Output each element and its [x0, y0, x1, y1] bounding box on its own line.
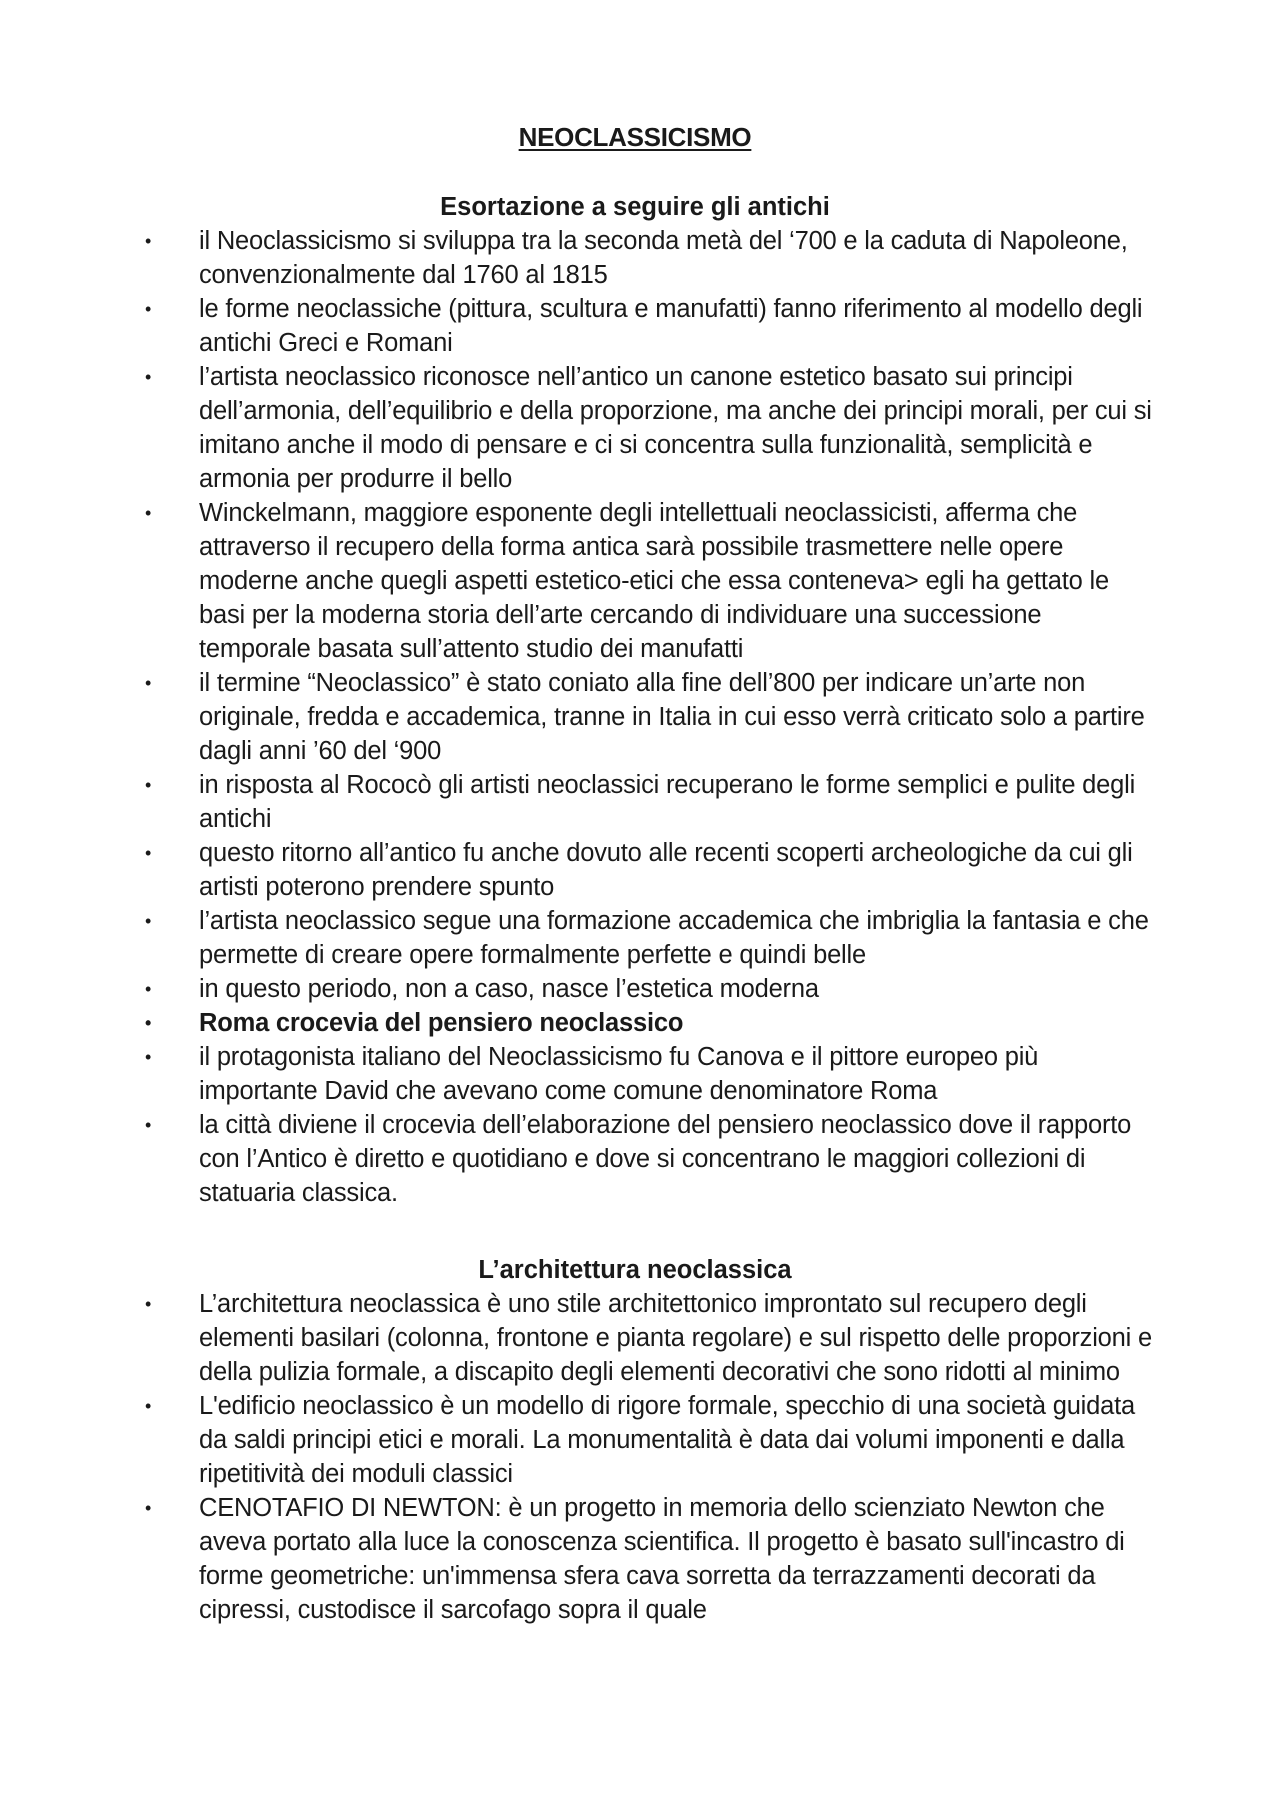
list-item: [0, 224, 1159, 292]
bullet-icon: •: [145, 1396, 152, 1416]
list-item: [0, 1108, 1159, 1210]
bullet-icon: •: [145, 1294, 152, 1314]
list-item-text: l’artista neoclassico riconosce nell’antico un canone estetico basato sui principi dell’armonia, dell’equilibrio e della proporzione, ma anche dei principi morali, per cui si imitano anche il modo di pensare e ci si concentra sulla funzionalità, semplicità e armonia per produrre il bello: [199, 363, 1152, 493]
list-item-text: il termine “Neoclassico” è stato coniato alla fine dell’800 per indicare un’arte non originale, fredda e accademica, tranne in Italia in cui esso verrà criticato solo a partire dagli anni ’60 del ‘900: [199, 669, 1145, 765]
bullet-icon: •: [145, 503, 152, 523]
list-item-subheading: [0, 1006, 1159, 1040]
list-item-text: CENOTAFIO DI NEWTON: è un progetto in memoria dello scienziato Newton che aveva portato alla luce la conoscenza scientifica. Il progetto è basato sull'incastro di forme geometriche: un'immensa sfera cava sorretta da terrazzamenti decorati da cipressi, custodisce il sarcofago sopra il quale: [199, 1494, 1125, 1624]
list-item-text: L’architettura neoclassica è uno stile architettonico improntato sul recupero degli elementi basilari (colonna, frontone e pianta regolare) e sul rispetto delle proporzioni e della pulizia formale, a discapito degli elementi decorativi che sono ridotti al minimo: [199, 1290, 1152, 1386]
list-item-text: L'edificio neoclassico è un modello di rigore formale, specchio di una società guidata da saldi principi etici e morali. La monumentalità è data dai volumi imponenti e dalla ripetitività dei moduli classici: [199, 1392, 1135, 1488]
bullet-icon: •: [145, 367, 152, 387]
bullet-list: [0, 1287, 1280, 1627]
bullet-icon: •: [145, 231, 152, 251]
list-item: [0, 768, 1159, 836]
document-title: NEOCLASSICISMO: [518, 122, 752, 152]
bullet-icon: •: [145, 1115, 152, 1135]
list-item: [0, 972, 1159, 1006]
bullet-icon: •: [145, 673, 152, 693]
list-item: [0, 1491, 1159, 1627]
section-esortazione: [0, 190, 1280, 1210]
list-item-text: Winckelmann, maggiore esponente degli intellettuali neoclassicisti, afferma che attraverso il recupero della forma antica sarà possibile trasmettere nelle opere moderne anche quegli aspetti estetico-etici che essa conteneva> egli ha gettato le basi per la moderna storia dell’arte cercando di individuare una successione temporale basata sull’attento studio dei manufatti: [199, 499, 1109, 663]
list-item-text: la città diviene il crocevia dell’elaborazione del pensiero neoclassico dove il rapporto con l’Antico è diretto e quotidiano e dove si concentrano le maggiori collezioni di statuaria classica.: [199, 1111, 1132, 1207]
bullet-icon: •: [145, 1498, 152, 1518]
list-item: [0, 1389, 1159, 1491]
bullet-icon: •: [145, 979, 152, 999]
list-item-text: l’artista neoclassico segue una formazione accademica che imbriglia la fantasia e che permette di creare opere formalmente perfette e quindi belle: [199, 907, 1149, 969]
list-item: [0, 1287, 1159, 1389]
list-item: [0, 360, 1159, 496]
section-heading: Esortazione a seguire gli antichi: [440, 193, 830, 221]
bullet-icon: •: [145, 1047, 152, 1067]
bullet-icon: •: [145, 775, 152, 795]
list-item-text: in questo periodo, non a caso, nasce l’estetica moderna: [199, 975, 819, 1003]
list-item-text: Roma crocevia del pensiero neoclassico: [199, 1009, 684, 1037]
list-item: [0, 904, 1159, 972]
bullet-list: [0, 224, 1280, 1210]
list-item-text: il protagonista italiano del Neoclassicismo fu Canova e il pittore europeo più importante David che avevano come comune denominatore Roma: [199, 1043, 1039, 1105]
list-item: [0, 496, 1159, 666]
list-item: [0, 666, 1159, 768]
list-item-text: le forme neoclassiche (pittura, scultura e manufatti) fanno riferimento al modello degli antichi Greci e Romani: [199, 295, 1143, 357]
list-item: [0, 292, 1159, 360]
bullet-icon: •: [145, 843, 152, 863]
bullet-icon: •: [145, 911, 152, 931]
bullet-icon: •: [145, 299, 152, 319]
list-item-text: in risposta al Rococò gli artisti neoclassici recuperano le forme semplici e pulite degli antichi: [199, 771, 1136, 833]
list-item-text: il Neoclassicismo si sviluppa tra la seconda metà del ‘700 e la caduta di Napoleone, convenzionalmente dal 1760 al 1815: [199, 227, 1128, 289]
list-item-text: questo ritorno all’antico fu anche dovuto alle recenti scoperti archeologiche da cui gli artisti poterono prendere spunto: [199, 839, 1133, 901]
list-item: [0, 836, 1159, 904]
bullet-icon: •: [145, 1013, 152, 1033]
list-item: [0, 1040, 1159, 1108]
section-heading: L’architettura neoclassica: [478, 1256, 792, 1284]
section-architettura: [0, 1253, 1280, 1627]
